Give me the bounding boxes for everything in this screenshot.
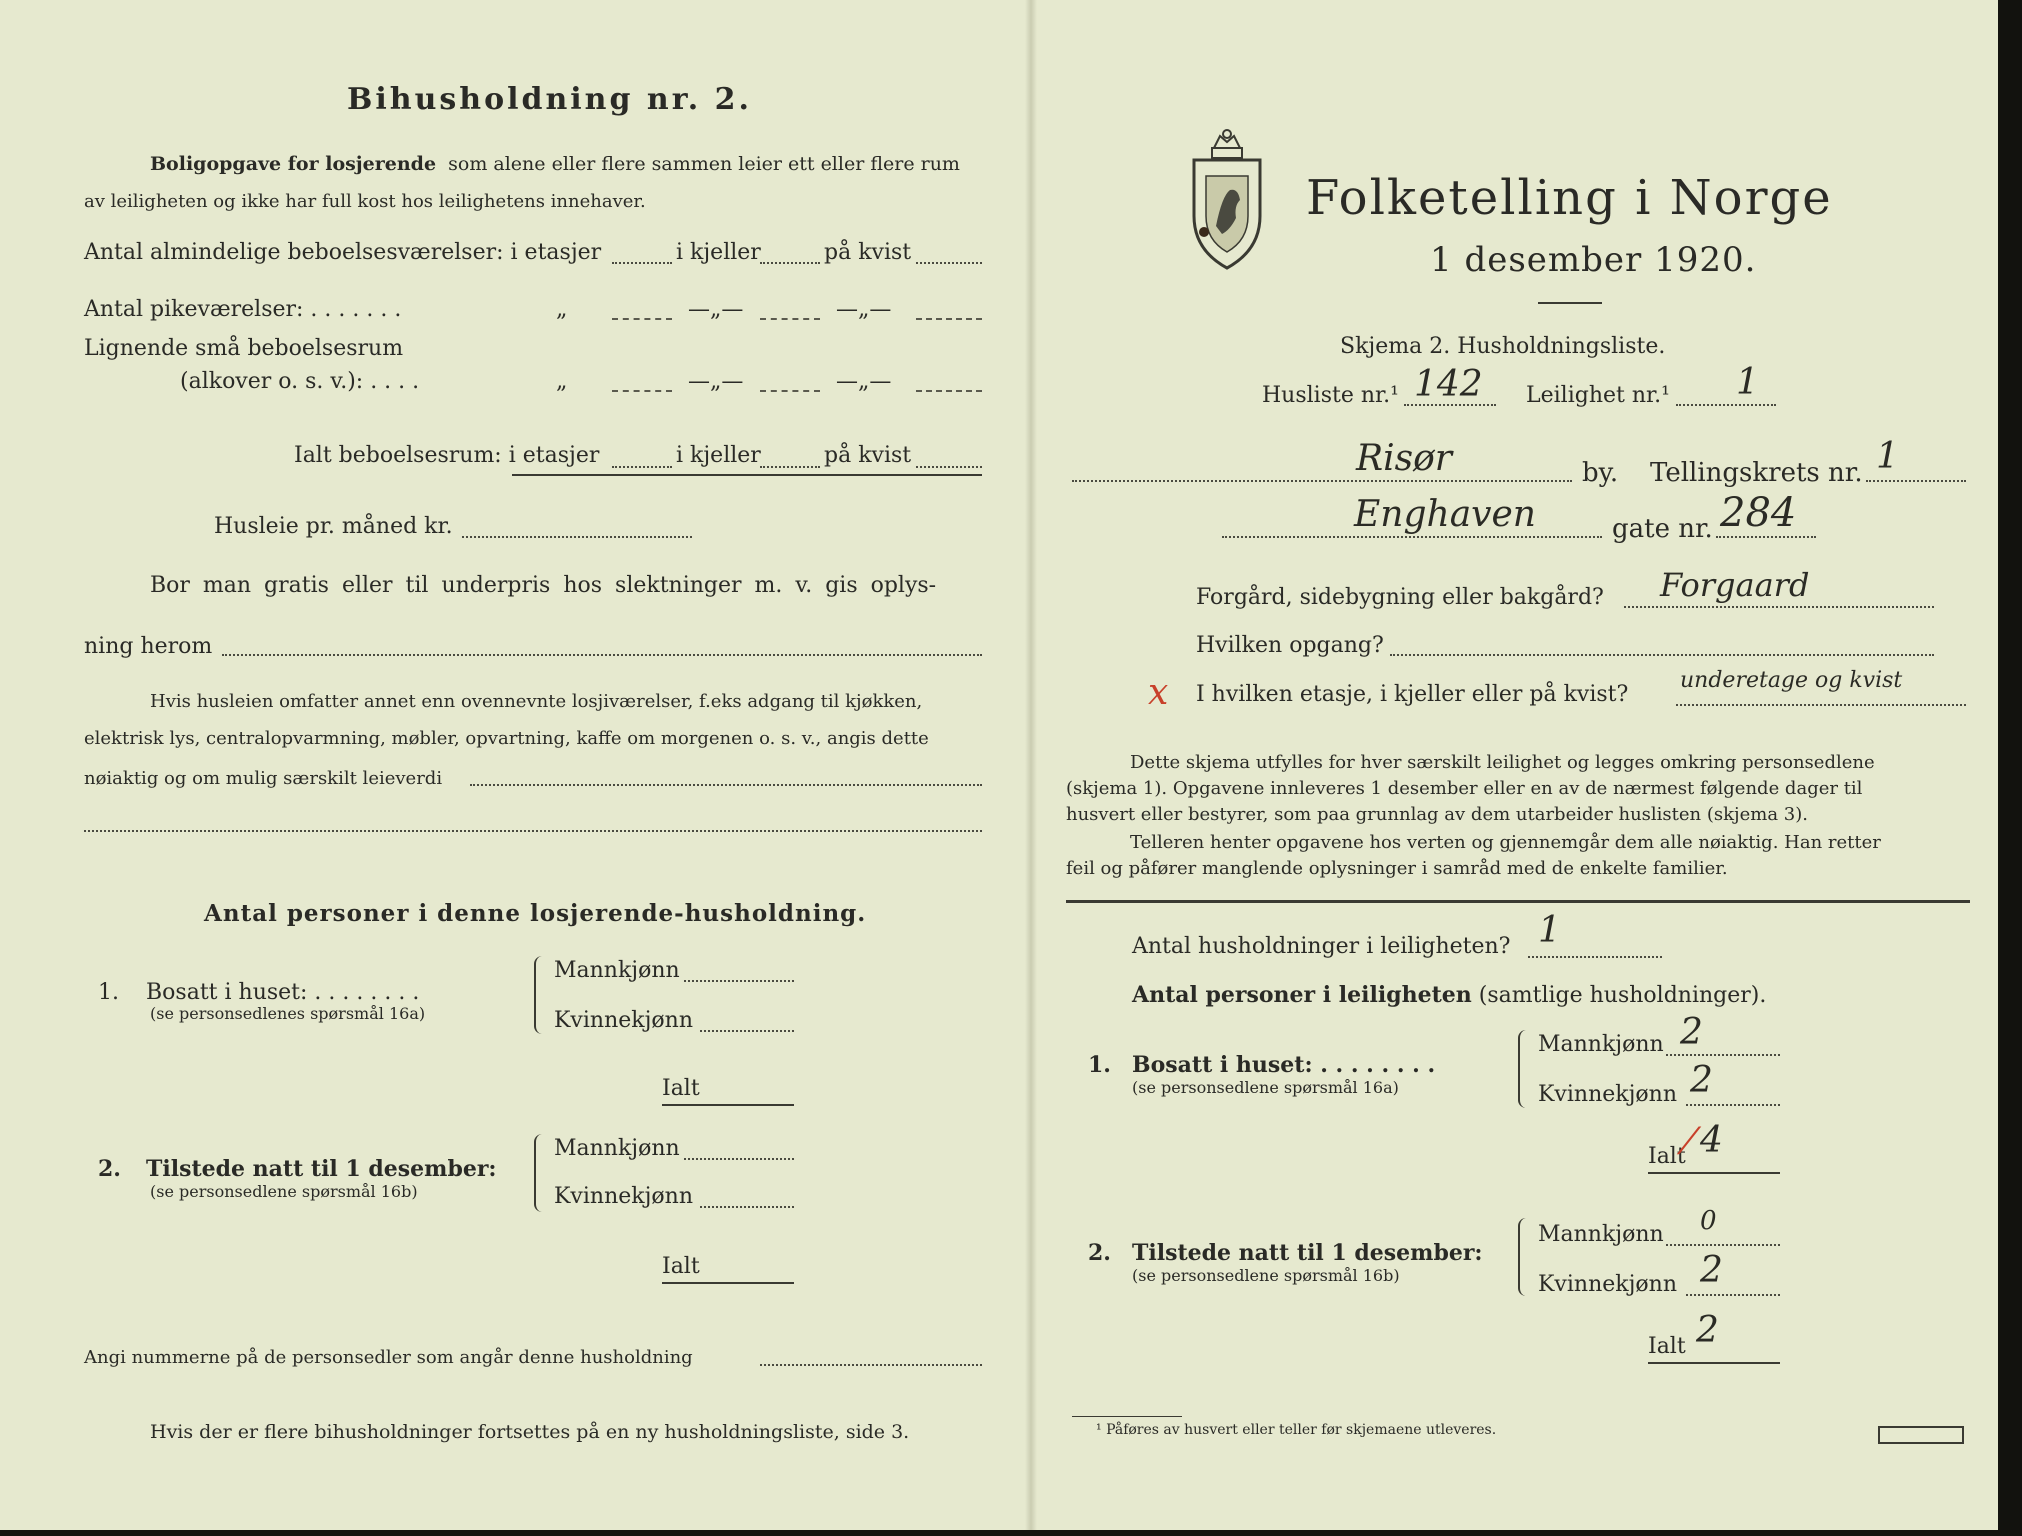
norway-coat-of-arms-icon xyxy=(1186,126,1268,272)
krets-field[interactable] xyxy=(1866,480,1966,482)
hvis-line-1: Hvis husleien omfatter annet enn ovennevnte losjiværelser, f.eks adgang til kjøkken, xyxy=(150,691,923,712)
krets-value: 1 xyxy=(1876,436,1899,477)
info-rule xyxy=(1066,900,1970,903)
intro-line-2: av leiligheten og ikke har full kost hos leilighetens innehaver. xyxy=(84,191,646,212)
page-fold xyxy=(1025,0,1037,1536)
ialt-underline xyxy=(512,474,982,476)
leieverdi-field-2[interactable] xyxy=(84,830,982,832)
gate-value: Enghaven xyxy=(1354,494,1536,535)
q2-kvinnekjonn-label: Kvinnekjønn xyxy=(554,1184,693,1209)
opgang-label: Hvilken opgang? xyxy=(1196,633,1384,658)
r-q1-ialt-label: Ialt xyxy=(1648,1144,1686,1169)
form-date: 1 desember 1920. xyxy=(1430,240,1757,280)
row1-kjeller-label: i kjeller xyxy=(676,240,761,265)
row2-dash-1: —„— xyxy=(688,297,744,322)
angi-label: Angi nummerne på de personsedler som angår denne husholdning xyxy=(84,1347,693,1368)
row3-dash-1: —„— xyxy=(688,369,744,394)
antal-pers-heading: Antal personer i leiligheten (samtlige husholdninger). xyxy=(1132,982,1767,1008)
r-q2-num: 2. xyxy=(1088,1240,1111,1266)
r-q1-ialt-field[interactable] xyxy=(1648,1172,1780,1174)
etasje-check-mark: x xyxy=(1148,672,1169,713)
q2-label: Tilstede natt til 1 desember: xyxy=(146,1156,497,1182)
r-q2-ialt-field[interactable] xyxy=(1648,1362,1780,1364)
q2-ialt-field[interactable] xyxy=(662,1282,794,1284)
q1-brace xyxy=(534,956,546,1034)
r-q1-num: 1. xyxy=(1088,1052,1111,1078)
ialt-kjeller-field[interactable] xyxy=(760,466,820,468)
leilighet-field[interactable] xyxy=(1676,404,1776,406)
r-q2-mannkjonn-label: Mannkjønn xyxy=(1538,1222,1664,1247)
q2-mannkjonn-label: Mannkjønn xyxy=(554,1136,680,1161)
ialt-label: Ialt beboelsesrum: i etasjer xyxy=(294,443,600,468)
r-q1-mannkjonn-label: Mannkjønn xyxy=(1538,1032,1664,1057)
r-q2-mannkjonn-value: 0 xyxy=(1700,1206,1717,1236)
q1-kvinnekjonn-label: Kvinnekjønn xyxy=(554,1008,693,1033)
husleie-label: Husleie pr. måned kr. xyxy=(214,514,453,539)
ialt-kjeller-label: i kjeller xyxy=(676,443,761,468)
row2-dash-2: —„— xyxy=(836,297,892,322)
printer-stamp xyxy=(1878,1426,1964,1444)
gratis-line-2: ning herom xyxy=(84,634,213,659)
angi-field[interactable] xyxy=(760,1364,982,1366)
leilighet-label: Leilighet nr.¹ xyxy=(1526,383,1670,408)
husliste-label: Husliste nr.¹ xyxy=(1262,383,1399,408)
form-title: Folketelling i Norge xyxy=(1306,170,1833,226)
r-q2-kvinnekjonn-label: Kvinnekjønn xyxy=(1538,1272,1677,1297)
ialt-kvist-field[interactable] xyxy=(916,466,982,468)
row2-field-3[interactable] xyxy=(916,318,982,320)
r-q1-kvinnekjonn-value: 2 xyxy=(1690,1060,1713,1101)
scan-edge-bottom xyxy=(0,1530,2022,1536)
antal-hush-label: Antal husholdninger i leiligheten? xyxy=(1132,934,1511,959)
opgang-field[interactable] xyxy=(1390,654,1934,656)
q1-ialt-field[interactable] xyxy=(662,1104,794,1106)
row1-kvist-label: på kvist xyxy=(824,240,912,265)
antal-heading: Antal personer i denne losjerende-husholdning. xyxy=(204,900,867,927)
r-q1-kvinnekjonn-label: Kvinnekjønn xyxy=(1538,1082,1677,1107)
q1-num: 1. xyxy=(98,980,119,1005)
forgard-field[interactable] xyxy=(1624,606,1934,608)
title-rule xyxy=(1538,302,1602,304)
r-q2-kvinnekjonn-field[interactable] xyxy=(1686,1294,1780,1296)
r-q2-ialt-label: Ialt xyxy=(1648,1334,1686,1359)
gratis-field[interactable] xyxy=(222,654,982,656)
r-q1-brace xyxy=(1518,1030,1530,1108)
q2-kvinnekjonn-field[interactable] xyxy=(700,1206,794,1208)
ialt-etasjer-field[interactable] xyxy=(612,466,672,468)
q2-brace xyxy=(534,1134,546,1212)
q1-mannkjonn-field[interactable] xyxy=(684,980,794,982)
husleie-field[interactable] xyxy=(462,536,692,538)
row3-dash-2: —„— xyxy=(836,369,892,394)
info-line-1: Dette skjema utfylles for hver særskilt leilighet og legges omkring personsedlene xyxy=(1130,752,1875,773)
husliste-value: 142 xyxy=(1414,364,1483,405)
r-q2-brace xyxy=(1518,1218,1530,1296)
row3-field-1[interactable] xyxy=(612,390,672,392)
r-q2-mannkjonn-field[interactable] xyxy=(1666,1244,1780,1246)
gate-nr-value: 284 xyxy=(1720,490,1797,536)
row2-field-2[interactable] xyxy=(760,318,820,320)
footnote: ¹ Påføres av husvert eller teller før skjemaene utleveres. xyxy=(1096,1422,1497,1438)
row1-kvist-field[interactable] xyxy=(916,262,982,264)
forgard-label: Forgård, sidebygning eller bakgård? xyxy=(1196,585,1604,610)
r-q2-kvinnekjonn-value: 2 xyxy=(1700,1250,1723,1291)
row1-label: Antal almindelige beboelsesværelser: i etasjer xyxy=(84,240,602,265)
q1-mannkjonn-label: Mannkjønn xyxy=(554,958,680,983)
row1-etasjer-field[interactable] xyxy=(612,262,672,264)
info-line-2: (skjema 1). Opgavene innleveres 1 desember eller en av de nærmest følgende dager til xyxy=(1066,778,1863,799)
row3b-label: (alkover o. s. v.): . . . . xyxy=(180,369,420,394)
r-q2-sub: (se personsedlene spørsmål 16b) xyxy=(1132,1266,1400,1285)
ialt-kvist-label: på kvist xyxy=(824,443,912,468)
row3-quote: „ xyxy=(556,369,568,394)
left-heading: Bihusholdning nr. 2. xyxy=(347,82,752,117)
q2-mannkjonn-field[interactable] xyxy=(684,1158,794,1160)
forgard-value: Forgaard xyxy=(1660,566,1810,604)
leieverdi-field[interactable] xyxy=(470,784,982,786)
q1-kvinnekjonn-field[interactable] xyxy=(700,1030,794,1032)
q2-num: 2. xyxy=(98,1156,121,1182)
by-value: Risør xyxy=(1356,438,1452,479)
r-q1-mannkjonn-value: 2 xyxy=(1680,1012,1703,1053)
antal-hush-field[interactable] xyxy=(1528,956,1662,958)
gate-field[interactable] xyxy=(1222,536,1602,538)
row2-field-1[interactable] xyxy=(612,318,672,320)
by-field[interactable] xyxy=(1072,480,1572,482)
gate-nr-field[interactable] xyxy=(1716,536,1816,538)
r-q1-ialt-check-icon: ⁄ xyxy=(1686,1122,1693,1163)
row3-field-2[interactable] xyxy=(760,390,820,392)
r-q1-label: Bosatt i huset: . . . . . . . . xyxy=(1132,1052,1436,1078)
leilighet-value: 1 xyxy=(1736,362,1759,403)
row2-quote: „ xyxy=(556,297,568,322)
r-q1-sub: (se personsedlene spørsmål 16a) xyxy=(1132,1078,1399,1097)
hvis-line-2: elektrisk lys, centralopvarmning, møbler, opvartning, kaffe om morgenen o. s. v., angis dette xyxy=(84,728,929,749)
footnote-rule xyxy=(1072,1416,1182,1417)
q2-sub: (se personsedlene spørsmål 16b) xyxy=(150,1182,418,1201)
etasje-value: underetage og kvist xyxy=(1680,668,1903,693)
info-line-5: feil og påfører manglende oplysninger i samråd med de enkelte familier. xyxy=(1066,858,1728,879)
krets-label: Tellingskrets nr. xyxy=(1650,458,1863,488)
row1-kjeller-field[interactable] xyxy=(760,262,820,264)
r-q1-kvinnekjonn-field[interactable] xyxy=(1686,1104,1780,1106)
scan-edge-right xyxy=(1998,0,2022,1536)
q1-ialt-label: Ialt xyxy=(662,1076,700,1101)
gratis-line-1: Bor man gratis eller til underpris hos slektninger m. v. gis oplys- xyxy=(150,573,937,598)
q1-label: Bosatt i huset: . . . . . . . . xyxy=(146,980,420,1005)
r-q1-mannkjonn-field[interactable] xyxy=(1666,1054,1780,1056)
r-q2-ialt-value: 2 xyxy=(1696,1310,1719,1351)
etasje-label: I hvilken etasje, i kjeller eller på kvist? xyxy=(1196,682,1629,707)
by-label: by. xyxy=(1582,458,1619,488)
skjema-label: Skjema 2. Husholdningsliste. xyxy=(1340,334,1666,359)
gate-label: gate nr. xyxy=(1612,514,1713,544)
q1-sub: (se personsedlenes spørsmål 16a) xyxy=(150,1004,426,1023)
antal-hush-value: 1 xyxy=(1538,910,1561,951)
intro-line-1: Boligopgave for losjerende som alene eller flere sammen leier ett eller flere rum xyxy=(150,153,960,175)
row3-field-3[interactable] xyxy=(916,390,982,392)
r-q1-ialt-value: 4 xyxy=(1700,1120,1723,1161)
hvis-line-3: nøiaktig og om mulig særskilt leieverdi xyxy=(84,768,443,789)
info-line-3: husvert eller bestyrer, som paa grunnlag av dem utarbeider huslisten (skjema 3). xyxy=(1066,804,1808,825)
row2-label: Antal pikeværelser: . . . . . . . xyxy=(84,297,402,322)
left-footer: Hvis der er flere bihusholdninger fortsettes på en ny husholdningsliste, side 3. xyxy=(150,1421,910,1443)
q2-ialt-label: Ialt xyxy=(662,1254,700,1279)
row3-label: Lignende små beboelsesrum xyxy=(84,336,404,361)
info-line-4: Telleren henter opgavene hos verten og gjennemgår dem alle nøiaktig. Han retter xyxy=(1130,832,1881,853)
etasje-field[interactable] xyxy=(1676,704,1966,706)
r-q2-label: Tilstede natt til 1 desember: xyxy=(1132,1240,1483,1266)
